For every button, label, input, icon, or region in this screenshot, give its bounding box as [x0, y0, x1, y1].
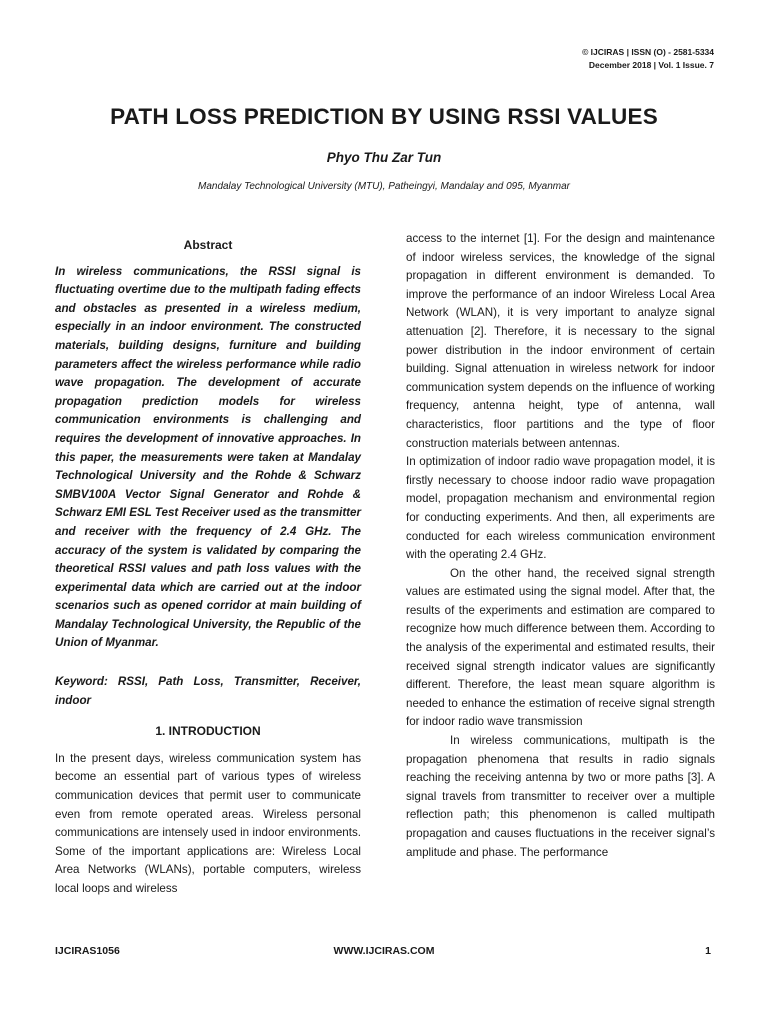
body-paragraph-4: In wireless communications, multipath is the propagation phenomena that results in radio signals reaching the receiving antenna by two or more paths [3]. A signal travels from transmitter to receiver over a multiple reflection path; this phenomenon is called multipath propagation and causes fluctuations in the receiver signal’s amplitude and phase. The performance	[406, 734, 715, 859]
footer-website: WWW.IJCIRAS.COM	[333, 945, 435, 957]
right-column	[406, 230, 715, 862]
footer-paper-id: IJCIRAS1056	[55, 945, 120, 957]
keywords: Keyword: RSSI, Path Loss, Transmitter, Receiver, indoor	[55, 675, 361, 707]
issn-line: © IJCIRAS | ISSN (O) - 2581-5334	[582, 47, 714, 57]
left-column	[55, 236, 361, 899]
abstract-heading: Abstract	[183, 238, 233, 252]
issue-line: December 2018 | Vol. 1 Issue. 7	[588, 60, 714, 70]
body-paragraph-3: On the other hand, the received signal strength values are estimated using the signal model. After that, the results of the experiments and estimation are compared to recognize how much difference between them. According to the analysis of the experimental and estimated results, their received signal strength indicator values are significantly different. Therefore, the least mean square algorithm is needed to enhance the estimation of receive signal strength for indoor radio wave transmission	[406, 566, 715, 729]
abstract-text: In wireless communications, the RSSI signal is fluctuating overtime due to the multipath fading effects and obstacles as presented in a wireless medium, especially in an indoor environment. The constructed materials, building designs, furniture and building parameters affect the wireless performance while radio wave propagation. The development of accurate propagation prediction models for wireless communication environments is challenging and requires the development of innovative approaches. In this paper, the measurements were taken at Mandalay Technological University and the Rohde & Schwarz SMBV100A Vector Signal Generator and Rohde & Schwarz EMI ESL Test Receiver used as the transmitter and receiver with the frequency of 2.4 GHz. The accuracy of the system is validated by comparing the theoretical RSSI values and path loss values with the experimental data which are carried out at the indoor scenarios such as opened corridor at main building of Mandalay Technological University, the Republic of the Union of Myanmar.	[55, 264, 361, 650]
journal-header	[582, 46, 714, 72]
body-paragraph-1: access to the internet [1]. For the design and maintenance of indoor wireless services, the knowledge of the signal propagation in different environment is demanded. To improve the performance of an indoor Wireless Local Area Network (WLAN), it is very important to analyze signal attenuation [2]. Therefore, it is necessary to the signal power distribution in the indoor environment of certain building. Signal attenuation in wireless network for indoor communication system depends on the influence of working frequency, antenna height, type of antenna, wall characteristics, floor partitions and the type of floor construction materials between antennas.	[406, 232, 715, 450]
introduction-paragraph: In the present days, wireless communication system has become an essential part of various types of wireless communication devices that permit user to communicate even from remote operated areas. Wireless personal communications are intensely used in indoor environments. Some of the important applications are: Wireless Local Area Networks (WLANs), portable computers, wireless local loops and wireless	[55, 751, 361, 895]
paper-title: PATH LOSS PREDICTION BY USING RSSI VALUES	[110, 104, 658, 129]
author-affiliation: Mandalay Technological University (MTU), Patheingyi, Mandalay and 095, Myanmar	[197, 181, 571, 192]
body-paragraph-2: In optimization of indoor radio wave propagation model, it is firstly necessary to choose indoor radio wave propagation model, propagation mechanism and environmental region for conducting experiments. And then, all experiments are conducted for each wireless communication environment with the operating 2.4 GHz.	[406, 455, 715, 562]
introduction-heading: 1. INTRODUCTION	[155, 724, 261, 739]
page-number: 1	[705, 945, 711, 957]
author-name: Phyo Thu Zar Tun	[326, 150, 442, 165]
